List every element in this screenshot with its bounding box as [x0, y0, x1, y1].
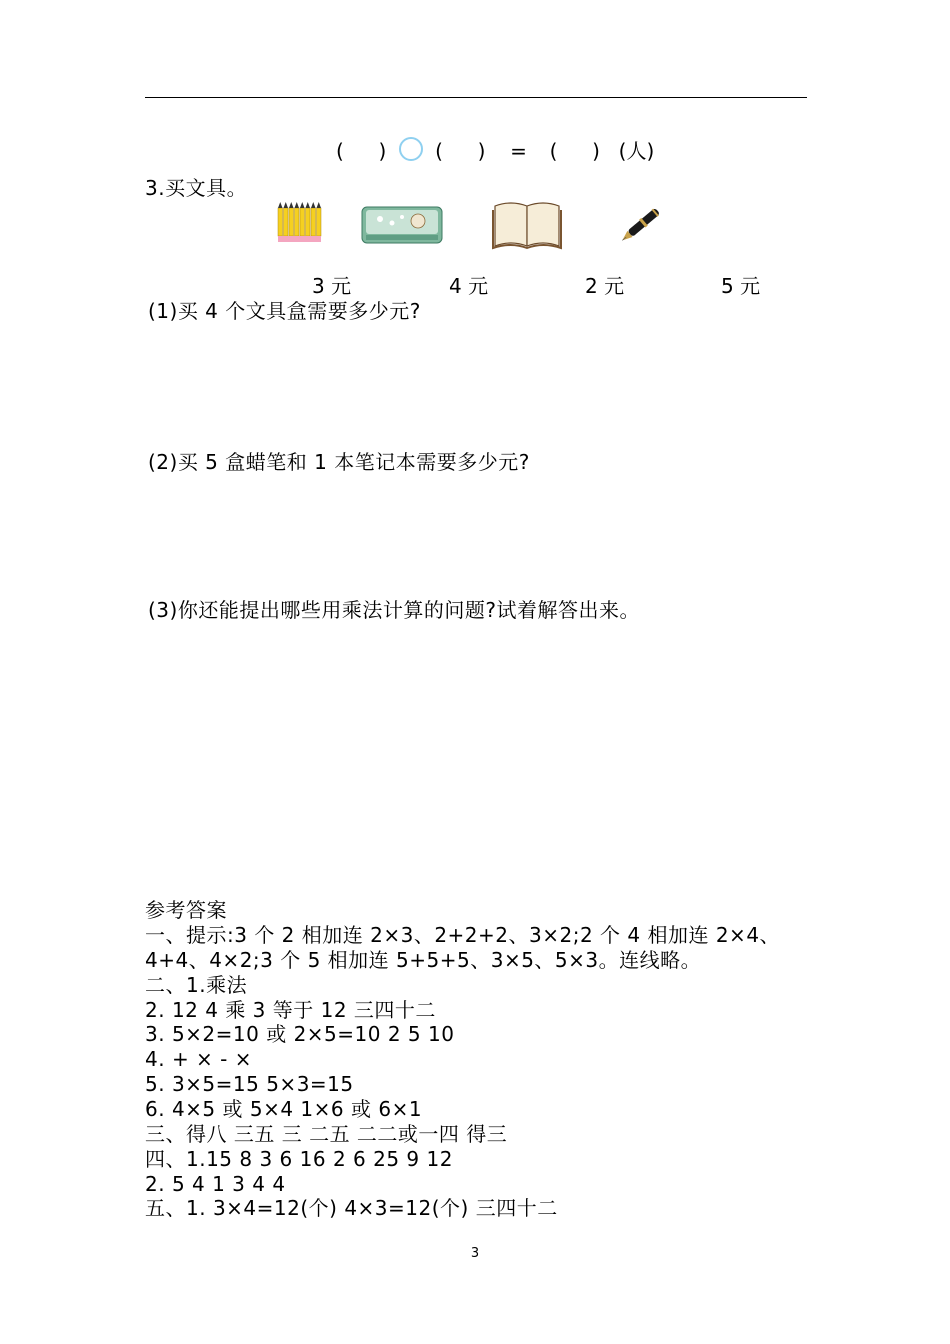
page-number: 3	[470, 1246, 480, 1261]
paren-close-3: )	[592, 139, 600, 163]
answer-line: 四、1.15 8 3 6 16 2 6 25 9 12	[145, 1147, 453, 1171]
price-notebook: 2 元	[585, 274, 625, 298]
answer-line: 五、1. 3×4=12(个) 4×3=12(个) 三四十二	[145, 1196, 558, 1220]
unit-label: (人)	[618, 139, 655, 163]
paren-open-1: (	[336, 139, 344, 163]
paren-open-3: (	[549, 139, 558, 163]
operator-circle-blank[interactable]	[399, 137, 423, 161]
paren-close-2: )	[477, 139, 486, 163]
answer-line: 4+4、4×2;3 个 5 相加连 5+5+5、3×5、5×3。连线略。	[145, 948, 702, 972]
equals-sign: =	[510, 139, 527, 163]
pen-icon	[612, 196, 674, 250]
equation-line	[336, 137, 654, 163]
pencil-case-icon	[360, 203, 444, 245]
answer-line: 4. + × - ×	[145, 1047, 253, 1071]
answer-line: 5. 3×5=15 5×3=15	[145, 1072, 354, 1096]
crayons-icon	[276, 200, 326, 245]
question3-sub1: (1)买 4 个文具盒需要多少元?	[148, 299, 421, 323]
answer-line: 2. 5 4 1 3 4 4	[145, 1172, 286, 1196]
paren-open-2: (	[435, 139, 443, 163]
question3-title: 3.买文具。	[145, 176, 248, 200]
paren-close-1: )	[378, 139, 387, 163]
question3-sub3: (3)你还能提出哪些用乘法计算的问题?试着解答出来。	[148, 598, 640, 622]
answer-line: 二、1.乘法	[145, 973, 248, 997]
price-pen: 5 元	[721, 274, 761, 298]
notebook-icon	[491, 196, 563, 250]
price-pencil-case: 4 元	[449, 274, 489, 298]
answer-line: 6. 4×5 或 5×4 1×6 或 6×1	[145, 1097, 423, 1121]
answer-line: 3. 5×2=10 或 2×5=10 2 5 10	[145, 1022, 455, 1046]
answers-heading: 参考答案	[145, 898, 227, 922]
answer-line: 一、提示:3 个 2 相加连 2×3、2+2+2、3×2;2 个 4 相加连 2×4、	[145, 923, 781, 947]
price-crayons: 3 元	[312, 274, 352, 298]
answer-line: 三、得八 三五 三 二五 二二或一四 得三	[145, 1122, 508, 1146]
question3-sub2: (2)买 5 盒蜡笔和 1 本笔记本需要多少元?	[148, 450, 530, 474]
header-rule	[145, 97, 807, 98]
answer-line: 2. 12 4 乘 3 等于 12 三四十二	[145, 998, 436, 1022]
